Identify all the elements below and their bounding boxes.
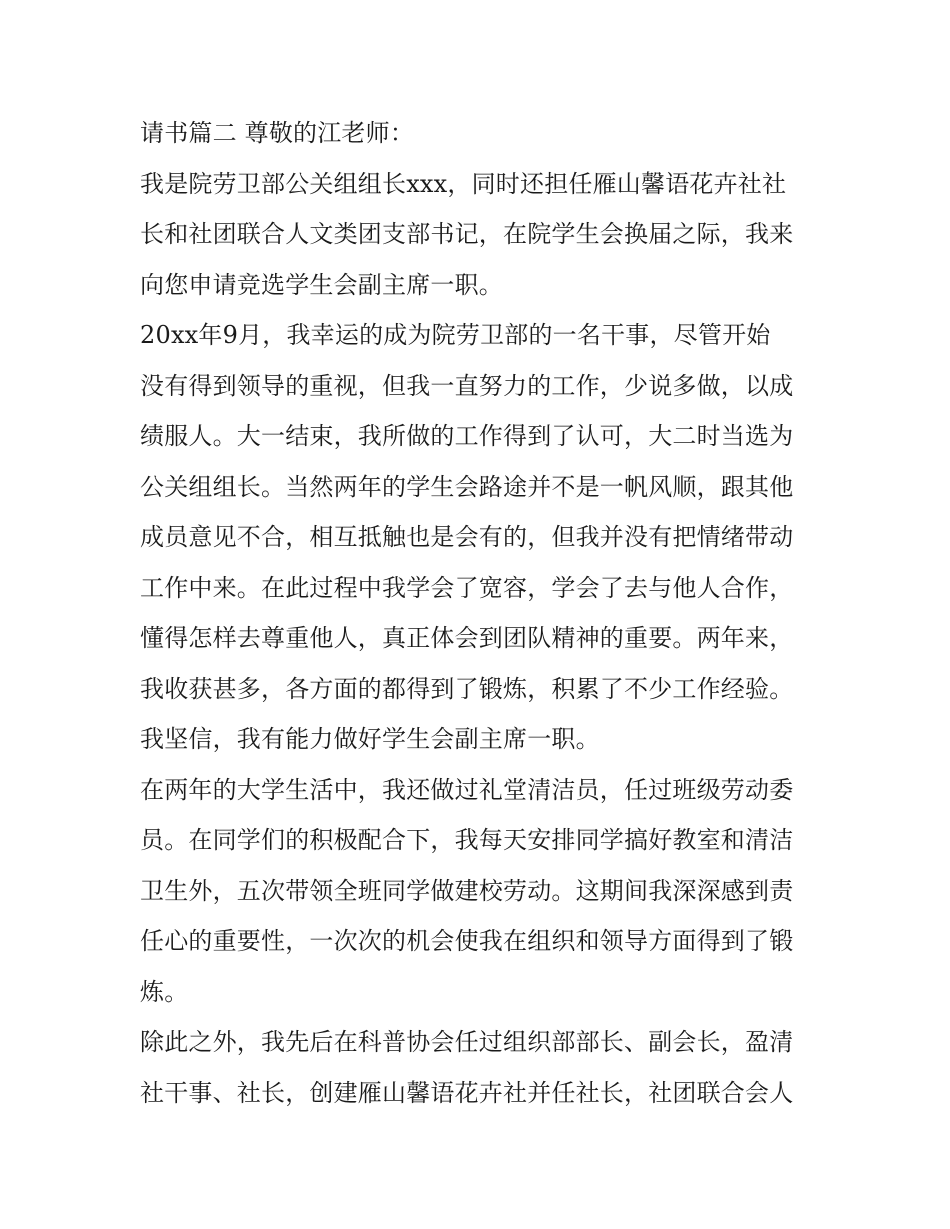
text-line: 懂得怎样去尊重他人，真正体会到团队精神的重要。两年来， <box>140 624 794 652</box>
text-line: 在两年的大学生活中，我还做过礼堂清洁员，任过班级劳动委 <box>140 775 794 804</box>
text-line: 向您申请竞选学生会副主席一职。 <box>140 270 503 299</box>
text-line: 我坚信，我有能力做好学生会副主席一职。 <box>140 725 600 753</box>
text-line: 成员意见不合，相互抵触也是会有的，但我并没有把情绪带动 <box>140 523 794 551</box>
text-line: 除此之外，我先后在科普协会任过组织部部长、副会长，盈清 <box>140 1028 794 1056</box>
text-line: 我收获甚多，各方面的都得到了锻炼，积累了不少工作经验。 <box>140 674 794 703</box>
letter-body <box>140 108 820 1118</box>
text-line: 20xx年9月，我幸运的成为院劳卫部的一名干事，尽管开始 <box>140 321 771 349</box>
text-line: 卫生外，五次带领全班同学做建校劳动。这期间我深深感到责 <box>140 876 794 905</box>
text-line: 社干事、社长，创建雁山馨语花卉社并任社长，社团联合会人 <box>140 1078 794 1107</box>
text-line: 公关组组长。当然两年的学生会路途并不是一帆风顺，跟其他 <box>140 472 794 501</box>
text-line: 绩服人。大一结束，我所做的工作得到了认可，大二时当选为 <box>140 422 794 450</box>
text-line: 我是院劳卫部公关组组长xxx，同时还担任雁山馨语花卉社社 <box>140 169 787 198</box>
text-line: 工作中来。在此过程中我学会了宽容，学会了去与他人合作， <box>140 573 794 602</box>
text-line: 长和社团联合人文类团支部书记，在院学生会换届之际，我来 <box>140 220 794 248</box>
text-line: 没有得到领导的重视，但我一直努力的工作，少说多做，以成 <box>140 371 794 400</box>
text-line: 炼。 <box>140 977 189 1006</box>
text-line: 任心的重要性，一次次的机会使我在组织和领导方面得到了锻 <box>140 927 794 955</box>
text-line: 员。在同学们的积极配合下，我每天安排同学搞好教室和清洁 <box>140 826 794 854</box>
letter-heading: 请书篇二 尊敬的江老师： <box>140 119 415 147</box>
